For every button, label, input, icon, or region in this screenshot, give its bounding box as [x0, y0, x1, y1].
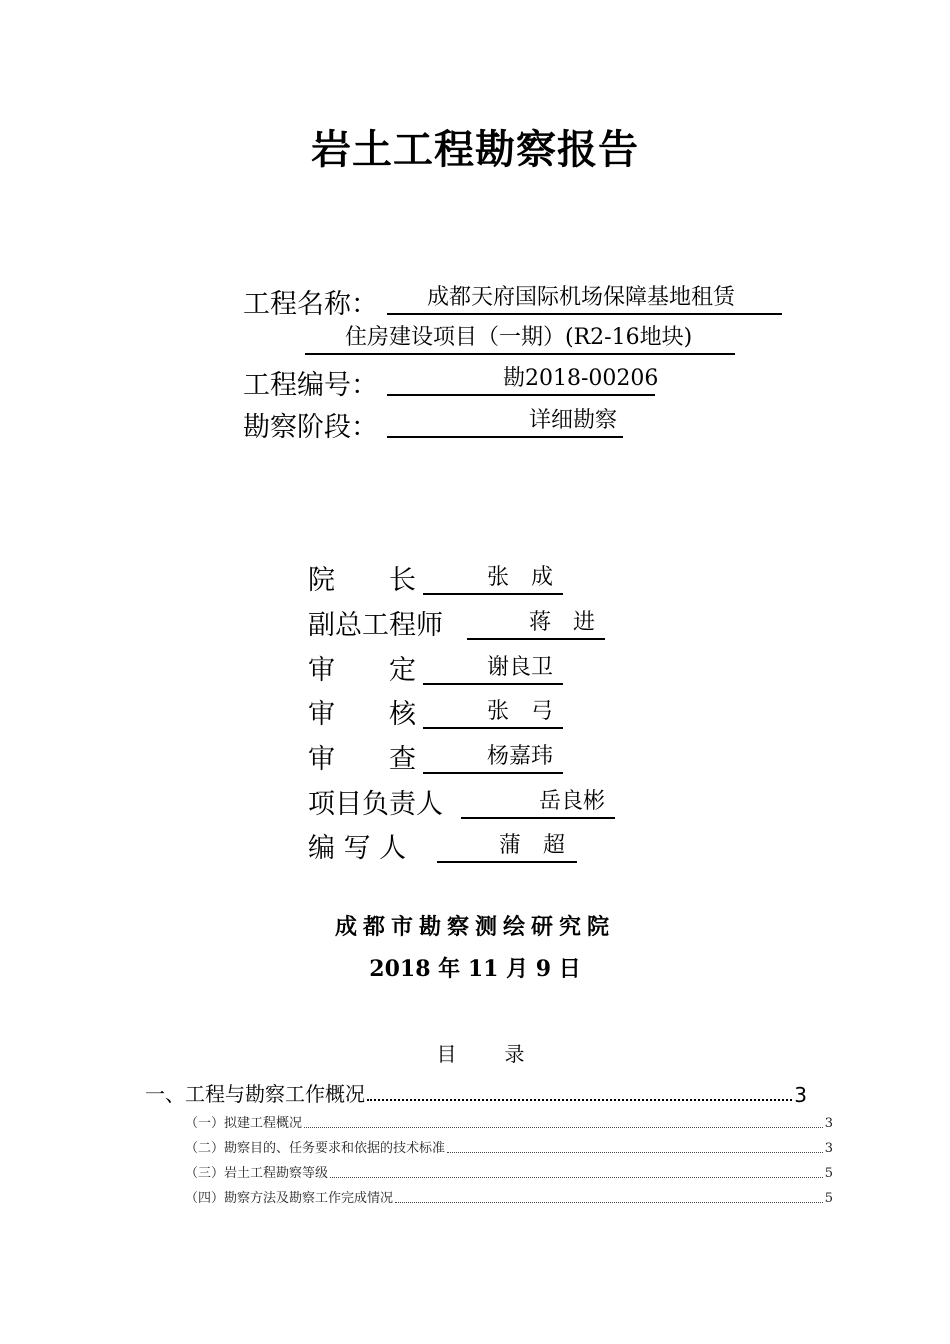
sig-value-approved: 谢良卫: [423, 653, 563, 685]
sig-value-reviewed: 张 弓: [423, 697, 563, 729]
sig-label-reviewed: 审 核: [308, 699, 416, 730]
toc-subsection-1[interactable]: [185, 1112, 833, 1131]
sig-label-president: 院 长: [308, 565, 416, 596]
toc-page-number: 3: [794, 1083, 807, 1107]
sig-label-author: 编 写 人: [308, 833, 407, 864]
project-name-label: 工程名称：: [243, 289, 378, 320]
toc-subsection-title: （二）勘察目的、任务要求和依据的技术标准: [185, 1141, 446, 1156]
project-number-value: 勘2018-00206: [387, 364, 655, 396]
sig-value-author: 蒲 超: [437, 831, 577, 863]
toc-subsection-3[interactable]: [185, 1162, 833, 1181]
project-name-line2: 住房建设项目（一期）(R2-16地块): [305, 323, 735, 355]
toc-page-number: 3: [824, 1141, 833, 1156]
toc-leader-dots: [330, 1177, 823, 1178]
toc-section-1[interactable]: [145, 1078, 807, 1107]
report-title: 岩土工程勘察报告: [311, 127, 639, 173]
survey-stage-value: 详细勘察: [387, 406, 623, 438]
toc-subsection-title: （四）勘察方法及勘察工作完成情况: [185, 1191, 394, 1206]
sig-label-project-lead: 项目负责人: [308, 789, 443, 820]
sig-label-checked: 审 查: [308, 744, 416, 775]
toc-title: 目 录: [436, 1042, 539, 1066]
sig-value-checked: 杨嘉玮: [423, 742, 563, 774]
organization-name: 成都市勘察测绘研究院: [334, 914, 615, 940]
toc-subsection-4[interactable]: [185, 1187, 833, 1206]
toc-leader-dots: [304, 1127, 823, 1128]
toc-subsection-2[interactable]: [185, 1137, 833, 1156]
sig-value-president: 张 成: [423, 563, 563, 595]
toc-section-title: 一、工程与勘察工作概况: [145, 1082, 365, 1106]
sig-value-project-lead: 岳良彬: [461, 787, 615, 819]
toc-page-number: 3: [824, 1116, 833, 1131]
sig-value-deputy-chief-engineer: 蒋 进: [467, 608, 605, 640]
sig-label-approved: 审 定: [308, 655, 416, 686]
toc-leader-dots: [447, 1152, 823, 1153]
survey-stage-label: 勘察阶段：: [243, 412, 378, 443]
toc-subsection-title: （三）岩土工程勘察等级: [185, 1166, 329, 1181]
toc-subsection-title: （一）拟建工程概况: [185, 1116, 303, 1131]
toc-page-number: 5: [824, 1166, 833, 1181]
project-number-label: 工程编号：: [243, 370, 378, 401]
sig-label-deputy-chief-engineer: 副总工程师: [308, 610, 443, 641]
toc-page-number: 5: [824, 1191, 833, 1206]
toc-leader-dots: [367, 1099, 792, 1101]
toc-leader-dots: [395, 1202, 823, 1203]
project-name-line1: 成都天府国际机场保障基地租赁: [387, 283, 782, 315]
report-date: 2018 年 11 月 9 日: [369, 956, 581, 982]
